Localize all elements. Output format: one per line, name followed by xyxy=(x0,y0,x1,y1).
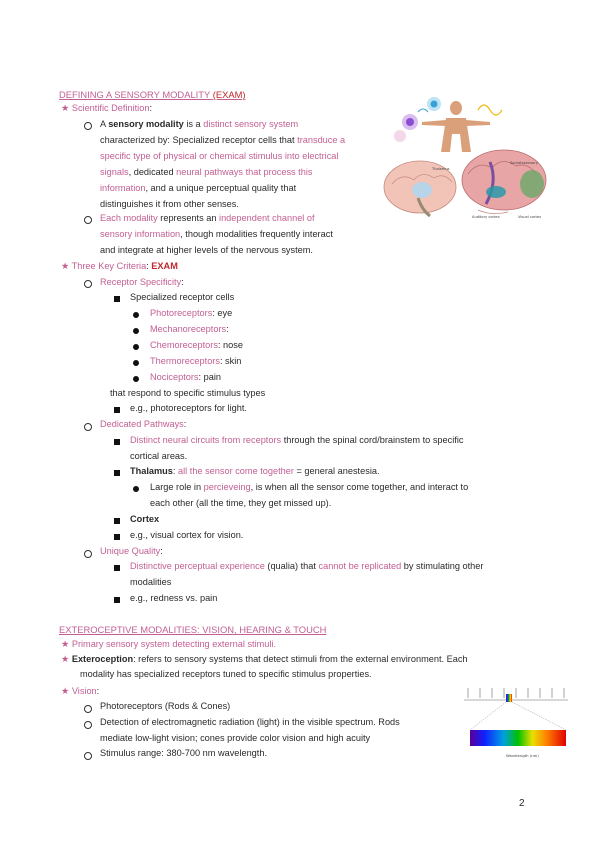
stimulus-range: Stimulus range: 380-700 nm wavelength. xyxy=(100,748,268,758)
detection-line-1: Detection of electromagnetic radiation (light) in the visible spectrum. Rods xyxy=(100,717,400,727)
circle-bullet xyxy=(84,550,92,558)
respond-text: that respond to specific stimulus types xyxy=(110,388,266,398)
modality-line-1: Each modality represents an independent channel of xyxy=(100,213,315,223)
circle-bullet xyxy=(84,721,92,729)
modalities-text: modalities xyxy=(130,577,172,587)
specialized-cells: Specialized receptor cells xyxy=(130,292,235,302)
three-key-criteria-label: ★ Three Key Criteria: EXAM xyxy=(61,261,178,271)
receptor-item: Photoreceptors: eye xyxy=(150,308,233,318)
section-heading-exteroceptive: EXTEROCEPTIVE MODALITIES: VISION, HEARING & TOUCH xyxy=(59,624,327,635)
cortical-areas: cortical areas. xyxy=(130,451,188,461)
square-bullet xyxy=(114,597,120,603)
dedicated-pathways-label: Dedicated Pathways: xyxy=(100,419,187,429)
dot-bullet xyxy=(133,312,139,318)
page-number: 2 xyxy=(519,798,525,809)
dot-bullet xyxy=(133,328,139,334)
vision-photoreceptors: Photoreceptors (Rods & Cones) xyxy=(100,701,231,711)
section-heading-sensory-modality: DEFINING A SENSORY MODALITY (EXAM) xyxy=(59,89,246,100)
definition-line-6: distinguishes it from other senses. xyxy=(100,199,239,209)
thalamus-line: Thalamus: all the sensor come together = general anestesia. xyxy=(130,466,380,476)
exteroception-line-2: modality has specialized receptors tuned to specific stimulus properties. xyxy=(80,669,372,679)
receptor-item: Mechanoreceptors: xyxy=(150,324,229,334)
dot-bullet xyxy=(133,344,139,350)
exteroception-line-1: ★ Exteroception: refers to sensory systems that detect stimuli from the external environment. Each xyxy=(61,654,468,664)
distinct-circuits: Distinct neural circuits from receptors through the spinal cord/brainstem to specific xyxy=(130,435,464,445)
visual-fig-label: Visual cortex xyxy=(518,215,542,219)
receptor-specificity-label: Receptor Specificity: xyxy=(100,277,184,287)
primary-sensory-line: ★ Primary sensory system detecting external stimuli. xyxy=(61,639,277,649)
circle-bullet xyxy=(84,122,92,130)
unique-quality-label: Unique Quality: xyxy=(100,546,163,556)
eg-visual-cortex: e.g., visual cortex for vision. xyxy=(130,530,244,540)
square-bullet xyxy=(114,407,120,413)
dot-bullet xyxy=(133,360,139,366)
auditory-fig-label: Auditory cortex xyxy=(472,215,500,219)
square-bullet xyxy=(114,565,120,571)
large-role-line: Large role in percieveing, is when all the sensor come together, and interact to xyxy=(150,482,469,492)
eg-redness: e.g., redness vs. pain xyxy=(130,593,218,603)
receptor-item: Thermoreceptors: skin xyxy=(150,356,242,366)
wavelength-fig-label: Wavelength (nm) xyxy=(506,753,539,758)
modality-line-2: sensory information, though modalities frequently interact xyxy=(100,229,333,239)
square-bullet xyxy=(114,296,120,302)
definition-line-1: A sensory modality is a distinct sensory system xyxy=(100,119,299,129)
each-other-line: each other (all the time, they get missed up). xyxy=(150,498,332,508)
circle-bullet xyxy=(84,216,92,224)
dot-bullet xyxy=(133,486,139,492)
square-bullet xyxy=(114,470,120,476)
square-bullet xyxy=(114,518,120,524)
somatosensory-fig-label: Somatosensory xyxy=(510,161,538,165)
dot-bullet xyxy=(133,376,139,382)
definition-line-4: signals, dedicated neural pathways that process this xyxy=(100,167,313,177)
definition-line-3: specific type of physical or chemical stimulus into electrical xyxy=(100,151,339,161)
eg-photoreceptors: e.g., photoreceptors for light. xyxy=(130,403,247,413)
detection-line-2: mediate low-light vision; cones provide color vision and high acuity xyxy=(100,733,371,743)
receptor-item: Chemoreceptors: nose xyxy=(150,340,243,350)
thalamus-fig-label: Thalamus xyxy=(432,167,450,171)
circle-bullet xyxy=(84,280,92,288)
square-bullet xyxy=(114,534,120,540)
distinctive-line: Distinctive perceptual experience (qualia) that cannot be replicated by stimulating other xyxy=(130,561,484,571)
receptor-item: Nociceptors: pain xyxy=(150,372,221,382)
definition-line-5: information, and a unique perceptual quality that xyxy=(100,183,297,193)
definition-line-2: characterized by: Specialized receptor cells that transduce a xyxy=(100,135,346,145)
modality-line-3: and integrate at higher levels of the nervous system. xyxy=(100,245,313,255)
scientific-definition-label: ★ Scientific Definition: xyxy=(61,103,152,113)
vision-label: ★ Vision: xyxy=(61,686,100,696)
cortex-label: Cortex xyxy=(130,514,160,524)
circle-bullet xyxy=(84,423,92,431)
circle-bullet xyxy=(84,705,92,713)
sensory-modality-figure xyxy=(378,92,550,230)
em-spectrum-figure xyxy=(460,684,572,764)
square-bullet xyxy=(114,439,120,445)
circle-bullet xyxy=(84,752,92,760)
